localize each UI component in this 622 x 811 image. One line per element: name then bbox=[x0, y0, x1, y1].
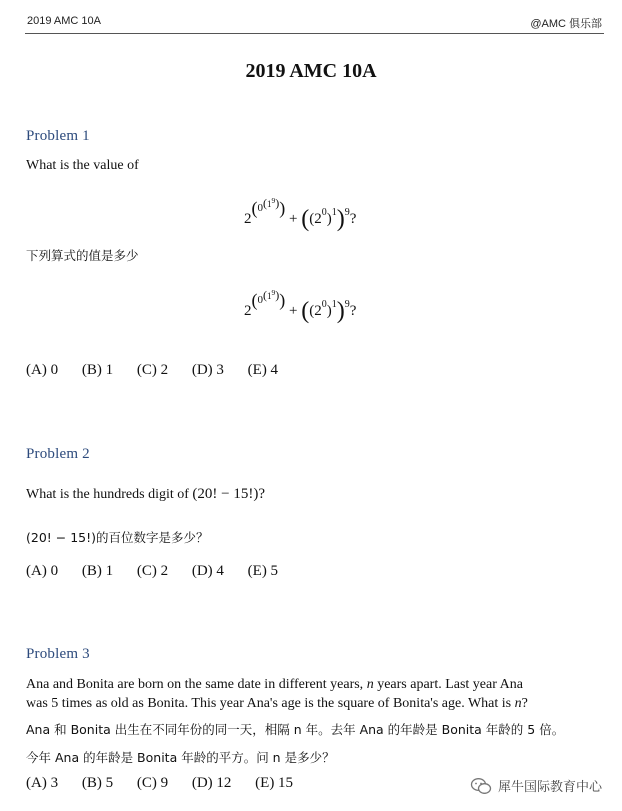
choice: (A) 3 bbox=[26, 775, 59, 791]
choice: (C) 2 bbox=[136, 563, 169, 579]
variable-n: n bbox=[514, 696, 522, 711]
problem-1-choices bbox=[26, 362, 298, 379]
choice: (D) 4 bbox=[191, 563, 224, 579]
choice: (A) 0 bbox=[26, 362, 59, 378]
problem-3-heading: Problem 3 bbox=[26, 646, 90, 662]
problem-3-text-en-1b: years apart. Last year Ana bbox=[377, 677, 523, 692]
problem-2-expression: (20! − 15!)? bbox=[192, 486, 266, 502]
choice: (E) 15 bbox=[255, 775, 294, 791]
choice: (B) 1 bbox=[81, 563, 114, 579]
variable-n: n bbox=[366, 677, 374, 692]
problem-2-text-cn: (20! − 15!)的百位数字是多少？ bbox=[26, 530, 209, 545]
choice: (A) 0 bbox=[26, 563, 59, 579]
problem-1-text-cn: 下列算式的值是多少 bbox=[26, 248, 139, 263]
header-right: @AMC 俱乐部 bbox=[530, 18, 602, 30]
problem-1-expression-cn: $2^{(0^{(1^9)})} + ((2^0)^1)^9$? bbox=[244, 288, 357, 324]
choice: (B) 5 bbox=[81, 775, 114, 791]
header-left: 2019 AMC 10A bbox=[27, 15, 101, 27]
problem-3-text-en-line2: was 5 times as old as Bonita. This year Ana's age is the square of Bonita's age. What is n? bbox=[26, 696, 528, 711]
problem-3-text-cn-line2: 今年 Ana 的年龄是 Bonita 年龄的平方。问 n 是多少？ bbox=[26, 750, 335, 765]
problem-3-text-en-line1 bbox=[26, 675, 523, 695]
problem-1-text-en: What is the value of bbox=[26, 158, 139, 173]
problem-3-choices bbox=[26, 775, 313, 792]
problem-3-text-en-1a: Ana and Bonita are born on the same date in different years, bbox=[26, 677, 364, 692]
choice: (C) 2 bbox=[136, 362, 169, 378]
choice: (D) 3 bbox=[191, 362, 224, 378]
watermark-text: 犀牛国际教育中心 bbox=[497, 780, 602, 795]
choice: (C) 9 bbox=[136, 775, 169, 791]
choice: (E) 5 bbox=[247, 563, 279, 579]
choice: (B) 1 bbox=[81, 362, 114, 378]
page-title: 2019 AMC 10A bbox=[245, 60, 377, 82]
problem-3-text-en-2: was 5 times as old as Bonita. This year Ana's age is the square of Bonita's age. What is bbox=[26, 696, 512, 711]
problem-2-text-en-label: What is the hundreds digit of bbox=[26, 487, 189, 502]
problem-2-heading: Problem 2 bbox=[26, 446, 90, 462]
choice: (D) 12 bbox=[191, 775, 232, 791]
problem-2-choices bbox=[26, 563, 298, 580]
problem-1-heading: Problem 1 bbox=[26, 128, 90, 144]
problem-1-expression: $2^{(0^{(1^9)})} + ((2^0)^1)^9$? bbox=[244, 196, 357, 232]
choice: (E) 4 bbox=[247, 362, 279, 378]
problem-3-text-cn-line1: Ana 和 Bonita 出生在不同年份的同一天，相隔 n 年。去年 Ana 的年龄是 Bonita 年龄的 5 倍。 bbox=[26, 722, 565, 737]
wechat-icon bbox=[470, 777, 492, 795]
problem-2-text-en bbox=[26, 484, 265, 505]
header-rule bbox=[25, 33, 604, 34]
watermark bbox=[470, 776, 602, 795]
